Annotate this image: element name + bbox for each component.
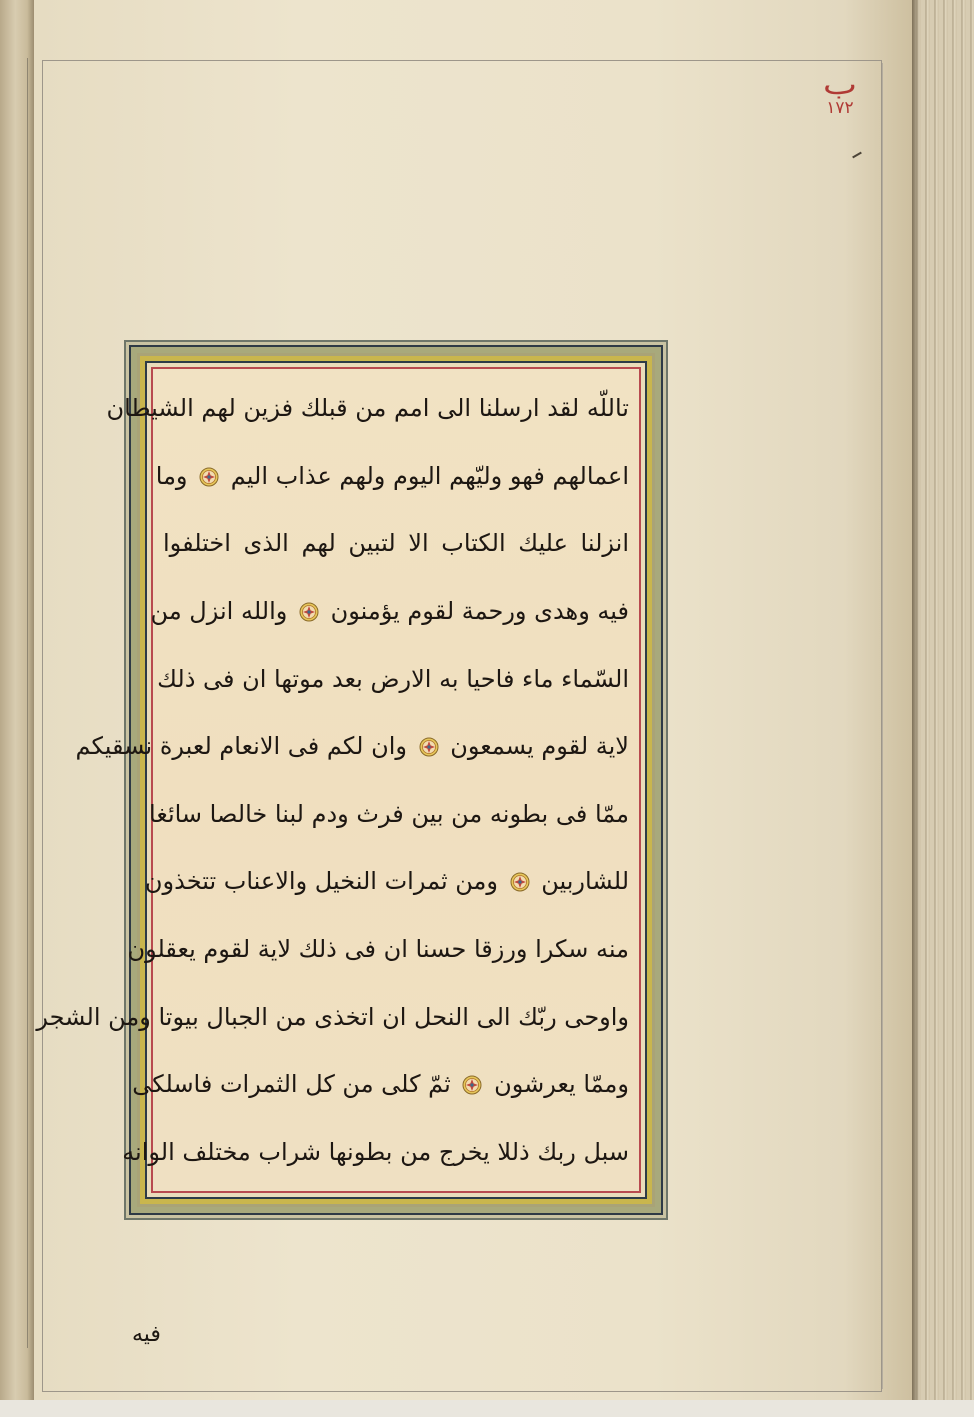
illuminated-text-block <box>36 340 668 1220</box>
verse-end-rosette-icon <box>299 602 319 622</box>
facing-page-edge <box>0 0 36 1417</box>
verse-line: السّماء ماء فاحيا به الارض بعد موتها ان فى ذلك <box>157 664 629 693</box>
folio-numeral: ١٧٢ <box>826 98 854 118</box>
verse-line: تاللّه لقد ارسلنا الى امم من قبلك فزين لهم الشيطان <box>106 394 629 422</box>
verse-line: واوحى ربّك الى النحل ان اتخذى من الجبال بيوتا ومن الشجر <box>36 1002 629 1031</box>
verse-line: فيه وهدى ورحمة لقوم يؤمنون والله انزل من <box>150 596 629 625</box>
verse-lines <box>36 377 629 1183</box>
folio-mark: ب <box>822 68 858 101</box>
verse-line: لاية لقوم يسمعون وان لكم فى الانعام لعبرة نسقيكم <box>75 732 629 761</box>
verse-line: منه سكرا ورزقا حسنا ان فى ذلك لاية لقوم يعقلون <box>127 935 629 963</box>
verse-end-rosette-icon <box>510 872 530 892</box>
verse-end-rosette-icon <box>419 737 439 757</box>
text-panel <box>36 367 641 1193</box>
catchword: فيه <box>132 1322 161 1347</box>
verse-line: وممّا يعرشون ثمّ كلى من كل الثمرات فاسلكى <box>132 1070 629 1099</box>
verse-line: ممّا فى بطونه من بين فرث ودم لبنا خالصا سائغا <box>149 799 629 828</box>
scan-bottom-margin <box>0 1400 974 1417</box>
verse-line: اعمالهم فهو وليّهم اليوم ولهم عذاب اليم وما <box>155 461 629 490</box>
verse-line: انزلنا عليك الكتاب الا لتبين لهم الذى اختلفوا <box>163 529 629 558</box>
facing-page-rule <box>27 58 28 1348</box>
verse-end-rosette-icon <box>199 467 219 487</box>
verse-line: للشاربين ومن ثمرات النخيل والاعناب تتخذون <box>144 867 629 896</box>
page-stack-fore-edge <box>912 0 974 1400</box>
folio-number <box>808 68 872 118</box>
verse-line: سبل ربك ذللا يخرج من بطونها شراب مختلف الوانه <box>122 1137 629 1166</box>
verse-end-rosette-icon <box>462 1075 482 1095</box>
